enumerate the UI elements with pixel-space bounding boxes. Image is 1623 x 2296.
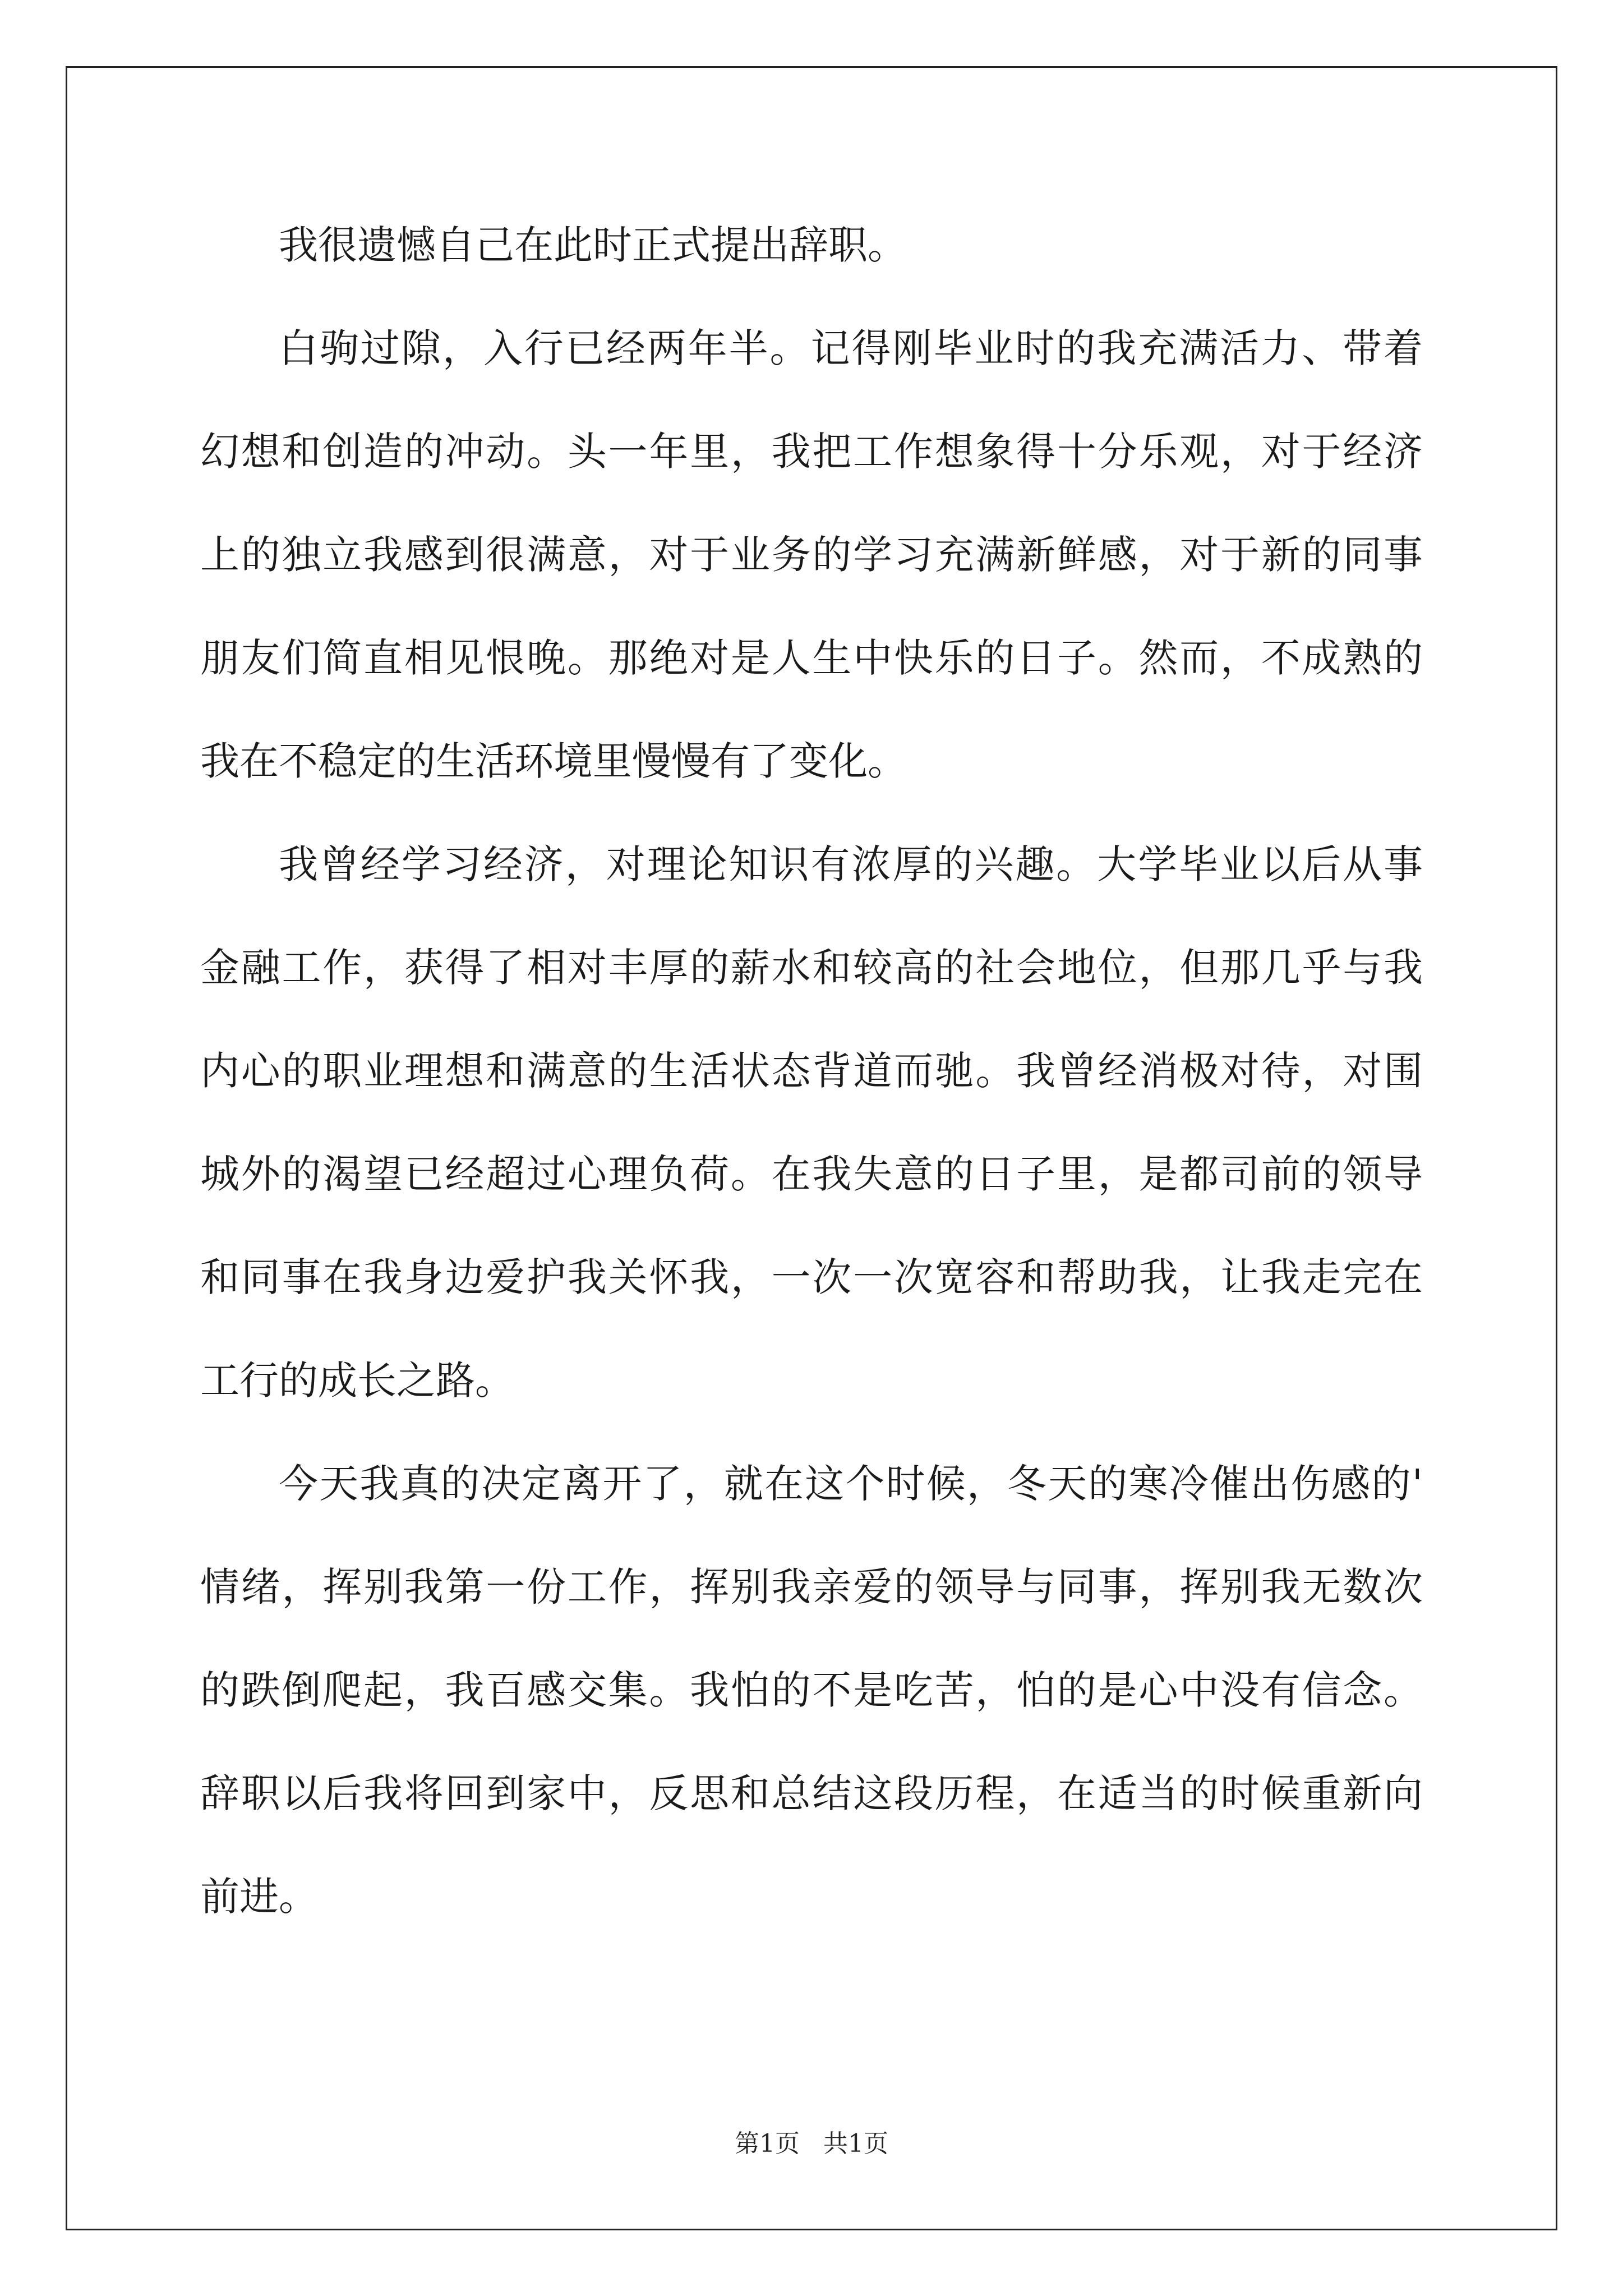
text-line: 幻想和创造的冲动。头一年里，我把工作想象得十分乐观，对于经济 [200,429,1423,475]
document-body [200,194,1423,1948]
text-line: 今天我真的决定离开了，就在这个时候，冬天的寒冷催出伤感的' [279,1461,1423,1507]
text-line: 我很遗憾自己在此时正式提出辞职。 [279,222,907,268]
text-line: 白驹过隙，入行已经两年半。记得刚毕业时的我充满活力、带着 [279,325,1423,371]
text-line: 情绪，挥别我第一份工作，挥别我亲爱的领导与同事，挥别我无数次 [200,1564,1423,1610]
text-line: 城外的渴望已经超过心理负荷。在我失意的日子里，是都司前的领导 [200,1151,1423,1197]
text-line: 金融工作，获得了相对丰厚的薪水和较高的社会地位，但那几乎与我 [200,945,1423,991]
text-line: 内心的职业理想和满意的生活状态背道而驰。我曾经消极对待，对围 [200,1048,1423,1094]
text-line: 工行的成长之路。 [200,1358,514,1404]
page-footer: 第1页 共1页 [735,2129,888,2158]
text-line: 我在不稳定的生活环境里慢慢有了变化。 [200,738,907,784]
text-line: 前进。 [200,1874,318,1920]
text-line: 辞职以后我将回到家中，反思和总结这段历程，在适当的时候重新向 [200,1770,1423,1816]
text-line: 和同事在我身边爱护我关怀我，一次一次宽容和帮助我，让我走完在 [200,1254,1423,1300]
text-line: 的跌倒爬起，我百感交集。我怕的不是吃苦，怕的是心中没有信念。 [200,1667,1423,1713]
text-line: 上的独立我感到很满意，对于业务的学习充满新鲜感，对于新的同事 [200,532,1423,578]
text-line: 朋友们简直相见恨晚。那绝对是人生中快乐的日子。然而，不成熟的 [200,635,1423,681]
text-line: 我曾经学习经济，对理论知识有浓厚的兴趣。大学毕业以后从事 [279,841,1423,887]
